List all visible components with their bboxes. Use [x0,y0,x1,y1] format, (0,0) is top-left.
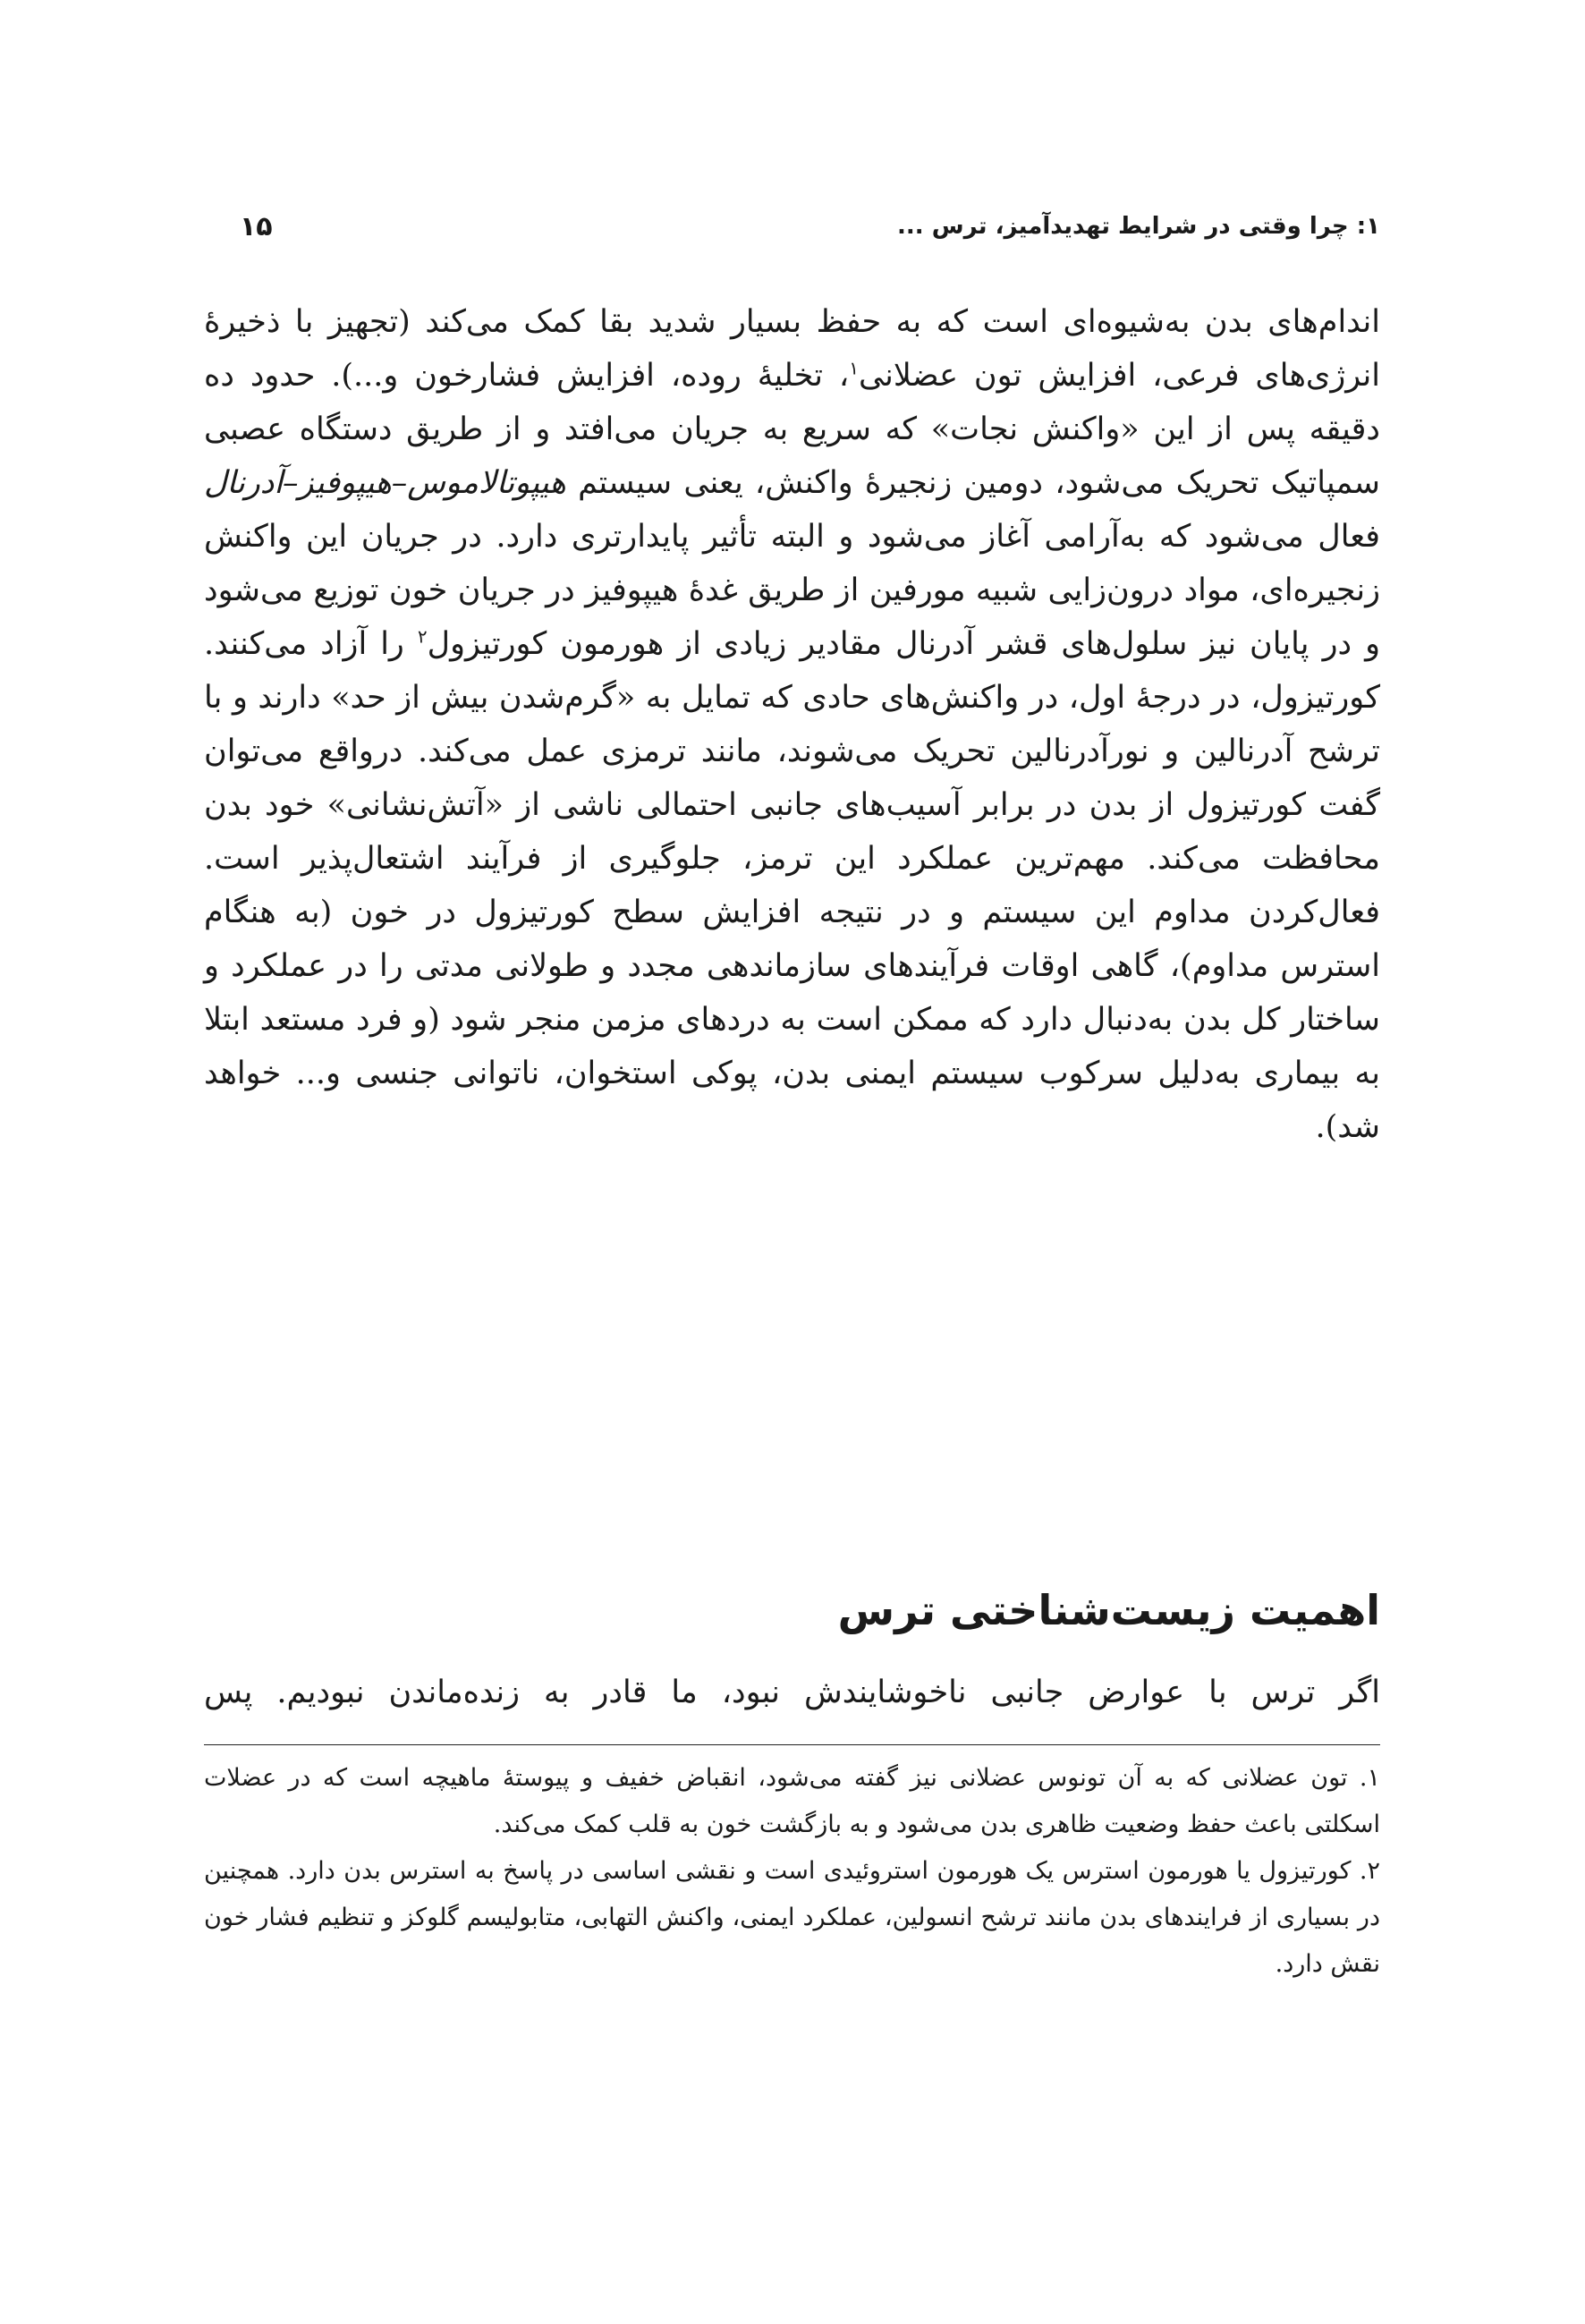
page-number: ۱۵ [240,210,273,242]
running-header [204,204,1380,249]
footnote-divider [204,1744,1380,1745]
paragraph-text [204,295,1380,1154]
section-first-line: اگر ترس با عوارض جانبی ناخوشایندش نبود، ما قادر به زنده‌ماندن نبودیم. پس [204,1675,1380,1710]
footnote-1: ۱. تون عضلانی که به آن تونوس عضلانی نیز گفته می‌شود، انقباض خفیف و پیوستهٔ ماهیچه است که در عضلات اسکلتی باعث حفظ وضعیت ظاهری بدن می‌شود و به بازگشت خون به قلب کمک می‌کند. [204,1764,1380,1838]
section-heading: اهمیت زیست‌شناختی ترس [837,1586,1380,1634]
footnote-2: ۲. کورتیزول یا هورمون استرس یک هورمون استروئیدی است و نقشی اساسی در پاسخ به استرس بدن دارد. همچنین در بسیاری از فرایندهای بدن مانند ترشح انسولین، عملکرد ایمنی، واکنش التهابی، متابولیسم گلوکز و تنظیم فشار خون نقش دارد. [204,1857,1380,1978]
footnote-ref-2[interactable]: ۲ [417,625,428,648]
chapter-title: ۱: چرا وقتی در شرایط تهدیدآمیز، ترس ... [897,213,1380,240]
text-segment-1: اندام‌های بدن به‌شیوه‌ای است که به حفظ بسیار شدید بقا کمک می‌کند (تجهیز با ذخیرهٔ انرژی‌های فرعی، افزایش تون عضلانی [204,304,1381,394]
footnote-ref-1[interactable]: ۱ [849,357,859,379]
text-segment-3: فعال می‌شود که به‌آرامی آغاز می‌شود و البته تأثیر پایدارتری دارد. در جریان این واکنش زنجیره‌ای، مواد درون‌زایی شبیه مورفین از طریق غدهٔ هیپوفیز در جریان خون توزیع می‌شود و در پایان نیز سلول‌های قشر آدرنال مقادیر زیادی از هورمون کورتیزول [204,519,1381,662]
body-paragraph [204,295,1380,1154]
italic-term: هیپوتالاموس–هیپوفیز–آدرنال [204,465,566,501]
text-segment-2: ، تخلیهٔ روده، افزایش فشارخون و...). حدود ده دقیقه پس از این «واکنش نجات» که سریع به جریان می‌افتد و از طریق دستگاه عصبی سمپاتیک تحریک می‌شود، دومین زنجیرهٔ واکنش، یعنی سیستم [204,358,1380,501]
text-segment-4: را آزاد می‌کنند. کورتیزول، در درجهٔ اول، در واکنش‌های حادی که تمایل به «گرم‌شدن بیش از حد» دارند و با ترشح آدرنالین و نورآدرنالین تحریک می‌شوند، مانند ترمزی عمل می‌کند. درواقع می‌توان گفت کورتیزول از بدن در برابر آسیب‌های جانبی احتمالی ناشی از «آتش‌نشانی» خود بدن محافظت می‌کند. مهم‌ترین عملکرد این ترمز، جلوگیری از فرآیند اشتعال‌پذیر است. فعال‌کردن مداوم این سیستم و در نتیجه افزایش سطح کورتیزول در خون (به هنگام استرس مداوم)، گاهی اوقات فرآیندهای سازماندهی مجدد و طولانی مدتی را در عملکرد و ساختار کل بدن به‌دنبال دارد که ممکن است به دردهای مزمن منجر شود (و فرد مستعد ابتلا به بیماری به‌دلیل سرکوب سیستم ایمنی بدن، پوکی استخوان، ناتوانی جنسی و... خواهد شد). [204,626,1380,1145]
footnotes [204,1755,1380,1988]
